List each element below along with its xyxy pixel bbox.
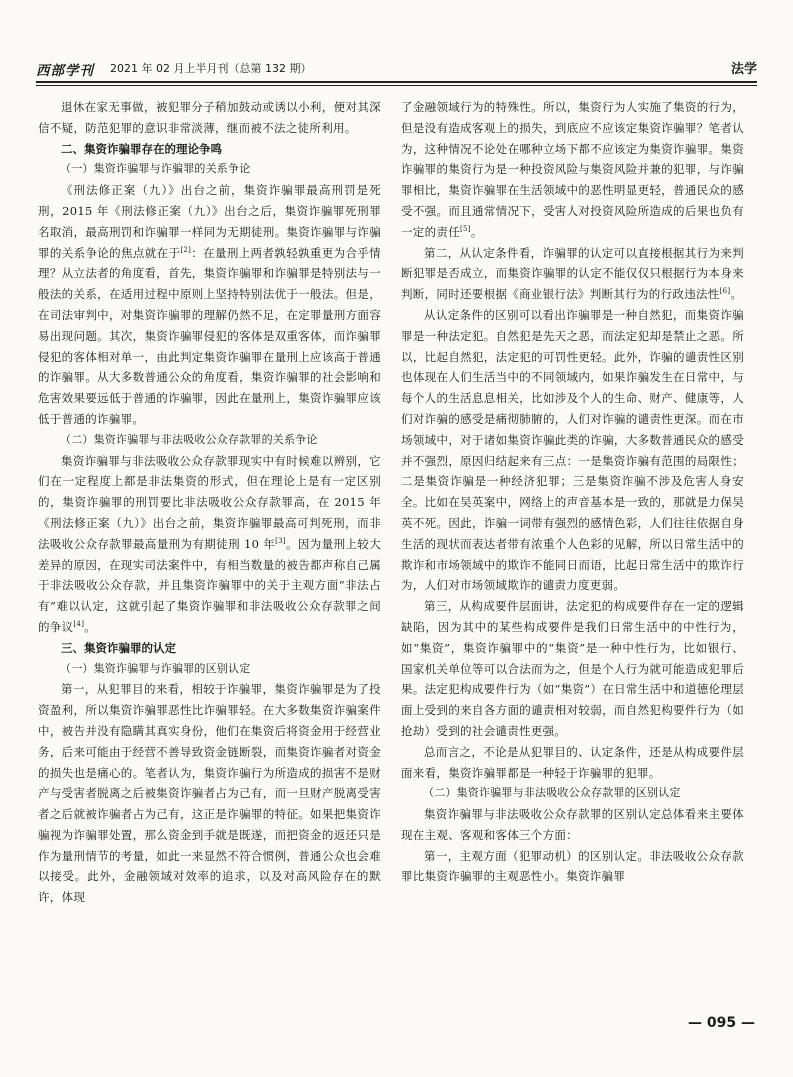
paragraph-text: 。 bbox=[84, 619, 97, 634]
paragraph-text: 第一，从犯罪目的来看，相较于诈骗罪，集资诈骗罪是为了投资盈利，所以集资诈骗罪恶性比诈骗罪轻。在大多数集资诈骗案件中，被告并没有隐瞒其真实身份，他们在集资后将资金用于经营业务，后来可能由于经营不善导致资金链断裂，而集资诈骗者对资金的损失也是痛心的。笔者认为，集资诈骗行为所造成的损害不是财产与受害者脱离之后被集资诈骗者占为己有，而一旦财产脱离受害者之后就被诈骗者占为己有，这正是诈骗罪的特征。如果把集资诈骗视为诈骗罪处置，那么资金到手就是既遂，而把资金的返还只是作为量刑情节的考量，如此一来显然不符合惯例，普通公众也会难以接受。此外，金融领域对效率的追求，以及对高风险存在的默许，体现 bbox=[38, 682, 381, 905]
body-paragraph bbox=[38, 180, 381, 430]
running-header bbox=[36, 57, 757, 79]
paragraph-text: 集资诈骗罪与非法吸收公众存款罪的区别认定总体看来主要体现在主观、客观和客体三个方面： bbox=[401, 807, 744, 842]
issue-info: 2021 年 02 月上半月刊（总第 132 期） bbox=[110, 62, 312, 75]
paragraph-text: 三、集资诈骗罪的认定 bbox=[61, 640, 176, 655]
body-paragraph bbox=[38, 679, 381, 908]
body-paragraph bbox=[401, 97, 744, 243]
paragraph-text: ：在量刑上两者孰轻孰重更为合乎情理？从立法者的角度看，首先，集资诈骗罪和诈骗罪是特别法与一般法的关系，在适用过程中原则上坚持特别法优于一般法。但是，在司法审判中，对集资诈骗罪的理解仍然不足，在定罪量刑方面容易出现问题。其次，集资诈骗罪侵犯的客体是双重客体，而诈骗罪侵犯的客体相对单一，由此判定集资诈骗罪在量刑上应该高于普通的诈骗罪。从大多数普通公众的角度看，集资诈骗罪的社会影响和危害效果要远低于普通的诈骗罪，因此在量刑上，集资诈骗罪应该低于普通的诈骗罪。 bbox=[38, 245, 381, 426]
paragraph-text: （一）集资诈骗罪与诈骗罪的区别认定 bbox=[60, 661, 251, 675]
paragraph-text: 第二，从认定条件看，诈骗罪的认定可以直接根据其行为来判断犯罪是否成立，而集资诈骗罪的认定不能仅仅只根据行为本身来判断，同时还要根据《商业银行法》判断其行为的行政违法性 bbox=[401, 245, 744, 302]
journal-name: 西部学刊 bbox=[36, 63, 94, 79]
paragraph-text: 第一，主观方面（犯罪动机）的区别认定。非法吸收公众存款罪比集资诈骗罪的主观恶性小。集资诈骗罪 bbox=[401, 848, 744, 884]
subsection-heading bbox=[38, 430, 381, 451]
header-rule bbox=[36, 81, 757, 86]
paragraph-text: （二）集资诈骗罪与非法吸收公众存款罪的关系争论 bbox=[60, 432, 318, 446]
citation-ref: [2] bbox=[180, 245, 192, 254]
citation-ref: [6] bbox=[719, 287, 731, 296]
subsection-heading bbox=[38, 159, 381, 180]
page-number: — 095 — bbox=[688, 1015, 755, 1031]
subsection-heading bbox=[38, 659, 381, 680]
subsection-heading bbox=[401, 783, 744, 804]
body-paragraph bbox=[401, 305, 744, 596]
paragraph-text: 《刑法修正案（九）》出台之前，集资诈骗罪最高刑罚是死刑，2015 年《刑法修正案（九）》出台之后，集资诈骗罪死刑罪名取消，最高刑罚和诈骗罪一样同为无期徒刑。集资诈骗罪与诈骗罪的关系争论的焦点就在于 bbox=[38, 183, 381, 260]
paragraph-text: 集资诈骗罪与非法吸收公众存款罪现实中有时候难以辨别，它们在一定程度上都是非法集资的形式，但在理论上是有一定区别的，集资诈骗罪的刑罚要比非法吸收公众存款罪高，在 2015 年《刑法修正案（九）》出台之前，集资诈骗罪最高可判死刑，而非法吸收公众存款罪最高量刑为有期徒刑 10 年 bbox=[38, 453, 381, 551]
section-heading bbox=[38, 139, 381, 160]
section-heading bbox=[38, 638, 381, 659]
body-paragraph bbox=[401, 596, 744, 742]
body-paragraph bbox=[401, 243, 744, 305]
paragraph-text: 退休在家无事做，被犯罪分子稍加鼓动或诱以小利，便对其深信不疑，防范犯罪的意识非常淡薄，继而被不法之徒所利用。 bbox=[38, 100, 381, 135]
body-paragraph bbox=[38, 97, 381, 139]
citation-ref: [4] bbox=[73, 620, 85, 629]
paragraph-text: 了金融领域行为的特殊性。所以，集资行为人实施了集资的行为，但是没有造成客观上的损失，到底应不应该定集资诈骗罪？笔者认为，这种情况不论处在哪种立场下都不应该定为集资诈骗罪。集资诈骗罪的集资行为是一种投资风险与集资风险并兼的犯罪，与诈骗罪相比，集资诈骗罪在生活领域中的恶性明显更轻，普通民众的感受不强。而且通常情况下，受害人对投资风险所造成的后果也负有一定的责任 bbox=[401, 100, 744, 239]
section-label: 法学 bbox=[730, 62, 757, 77]
body-paragraph bbox=[38, 451, 381, 638]
paragraph-text: 总而言之，不论是从犯罪目的、认定条件，还是从构成要件层面来看，集资诈骗罪都是一种轻于诈骗罪的犯罪。 bbox=[401, 744, 744, 780]
left-column bbox=[38, 97, 381, 908]
paragraph-text: （二）集资诈骗罪与非法吸收公众存款罪的区别认定 bbox=[423, 786, 681, 800]
paragraph-text: 。 bbox=[730, 287, 743, 302]
paragraph-text: 。 bbox=[470, 224, 483, 239]
body-paragraph bbox=[401, 804, 744, 846]
right-column bbox=[401, 97, 744, 887]
citation-ref: [5] bbox=[460, 224, 471, 233]
body-paragraph bbox=[401, 742, 744, 784]
body-paragraph bbox=[401, 846, 744, 888]
citation-ref: [3] bbox=[275, 536, 286, 545]
paragraph-text: 。因为量刑上较大差异的原因，在现实司法案件中，有相当数量的被告都声称自己属于非法吸收公众存款，并且集资诈骗罪中的关于主观方面“非法占有”难以认定，这就引起了集资诈骗罪和非法吸收公众存款罪之间的争议 bbox=[38, 536, 382, 634]
paragraph-text: （一）集资诈骗罪与诈骗罪的关系争论 bbox=[60, 162, 251, 176]
paragraph-text: 二、集资诈骗罪存在的理论争鸣 bbox=[61, 141, 222, 156]
paragraph-text: 从认定条件的区别可以看出诈骗罪是一种自然犯，而集资诈骗罪是一种法定犯。自然犯是先天之恶，而法定犯却是禁止之恶。所以，比起自然犯，法定犯的可罚性更轻。此外，诈骗的谴责性区别也体现在人们生活当中的不同领域内，如果诈骗发生在日常中，与每个人的生活息息相关，比如涉及个人的生命、财产、健康等，人们对诈骗的感受是痛彻肺腑的，人们对诈骗的谴责性更深。而在市场领域中，对于诸如集资诈骗此类的诈骗，大多数普通民众的感受并不强烈，原因归结起来有三点：一是集资诈骗有范围的局限性；二是集资诈骗是一种经济犯罪；三是集资诈骗不涉及危害人身安全。比如在吴英案中，网络上的声音基本是一致的，那就是力保吴英不死。因此，诈骗一词带有强烈的感情色彩，人们往往依据自身生活的现状而表达者带有浓重个人色彩的见解，所以日常生活中的欺诈和市场领域中的欺诈不能同日而语，比起日常生活中的欺诈行为，人们对市场领域欺诈的谴责力度更弱。 bbox=[401, 307, 744, 593]
paragraph-text: 第三，从构成要件层面讲，法定犯的构成要件存在一定的逻辑缺陷，因为其中的某些构成要件是我们日常生活中的中性行为，如“集资”，集资诈骗罪中的“集资”是一种中性行为，比如银行、国家机关单位等可以合法而为之，但是个人行为就可能造成犯罪后果。法定犯构成要件行为（如“集资”）在日常生活中和道德伦理层面上受到的来自各方面的谴责相对较弱，而自然犯构要件行为（如抢劫）受到的社会谴责性更强。 bbox=[401, 599, 744, 738]
